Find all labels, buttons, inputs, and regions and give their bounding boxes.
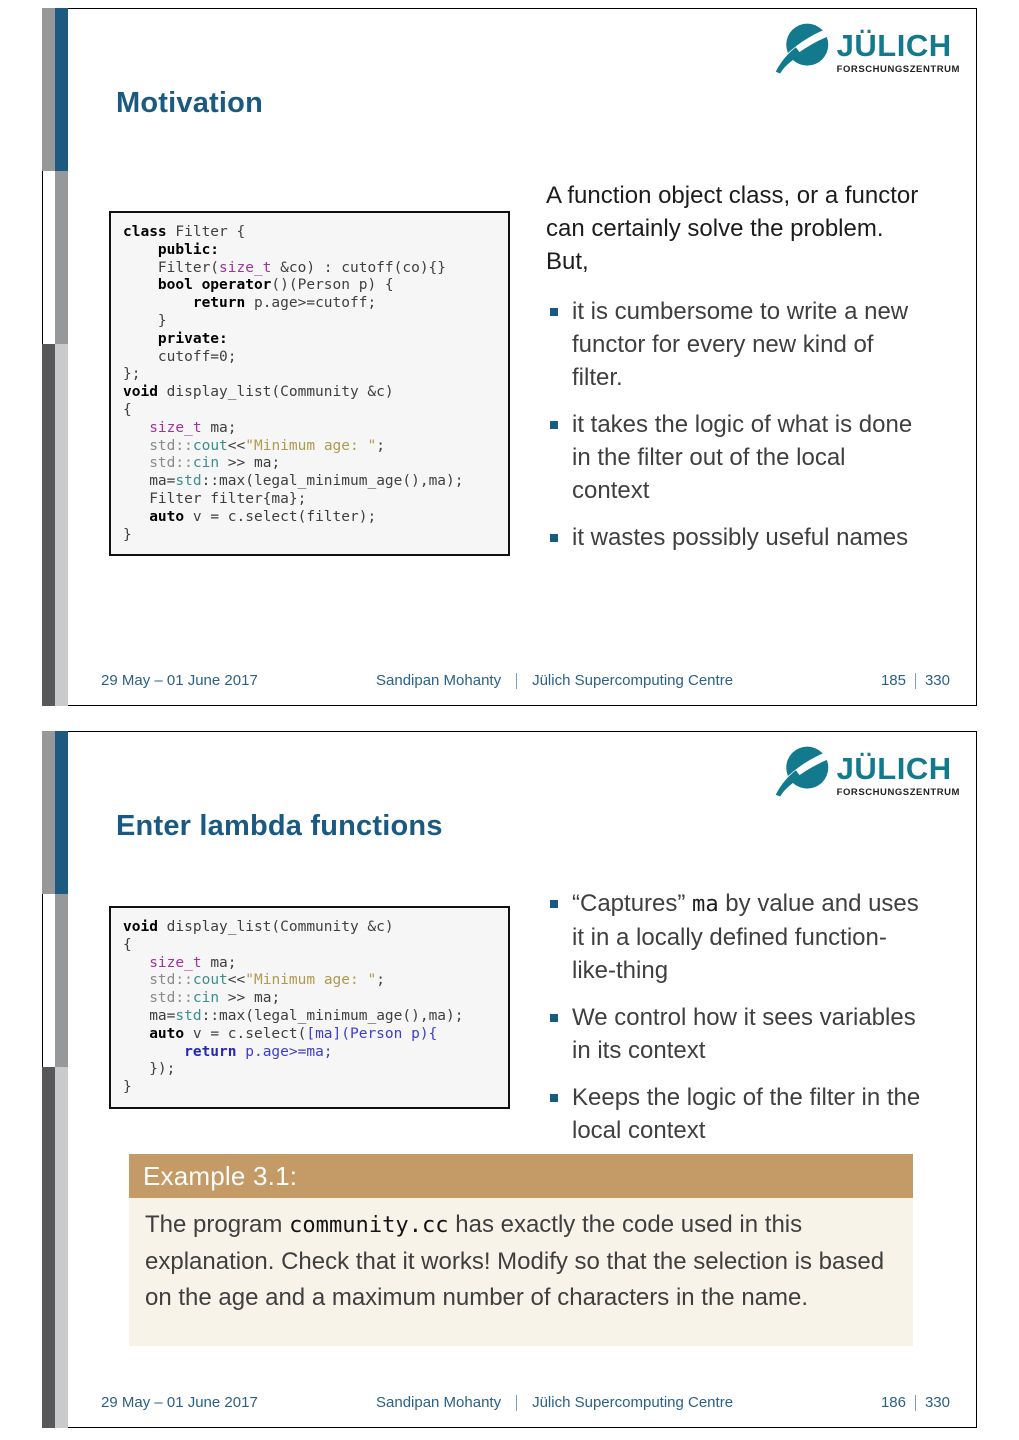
code-block-lambda [109,906,510,1109]
footer-author-institute [376,1394,733,1411]
code-block-functor [109,211,510,556]
bullet-square-icon [550,1094,558,1102]
separator [915,1395,916,1411]
slide-enter-lambda-functions [42,731,977,1428]
separator [516,1395,517,1411]
code-line: cutoff=0; [123,348,237,365]
code-line: class Filter { [123,224,246,240]
code-line: size_t ma; [149,419,237,436]
bullet-square-icon [550,900,558,908]
code-line: } [123,1079,132,1096]
footer-page-current: 185 [880,672,906,689]
example-block-body: The program community.cc has exactly the code used in this explanation. Check that it works! Modify so that the selection is based on the age and a maximum number of characters in the name. [129,1198,913,1346]
footer-institute: Jülich Supercomputing Centre [532,1394,734,1411]
code-line: Filter filter{ma}; [123,490,307,507]
bullet-item [546,887,928,987]
bullet-square-icon [550,1014,558,1022]
footer-author-institute [376,672,733,689]
bullet-list [546,295,928,554]
footer-date: 29 May – 01 June 2017 [101,672,258,689]
slide-body-text [546,179,928,568]
code-line: }); [123,1061,176,1078]
bullet-text: We control how it sees variables in its context [572,1004,916,1064]
bullet-text: “Captures” ma by value and uses it in a locally defined function-like-thing [572,890,919,984]
footer-page-numbers [881,672,950,689]
juelich-swoosh-icon [774,744,830,800]
code-line: Filter(size_t &co) : cutoff(co){} [123,259,447,276]
footer-page-current: 186 [880,1394,906,1411]
sidebar-segment-top [42,731,68,894]
bullet-square-icon [550,308,558,316]
juelich-logo-text [837,744,960,798]
code-line: std::cin >> ma; [149,990,281,1007]
bullet-list [546,887,928,1147]
footer-institute: Jülich Supercomputing Centre [532,672,734,689]
juelich-swoosh-icon [774,21,830,77]
example-block [129,1154,913,1346]
slide-body-text [546,887,928,1161]
code-line: void display_list(Community &c) [123,384,394,401]
bullet-square-icon [550,534,558,542]
code-line: { [123,936,132,953]
footer-author: Sandipan Mohanty [376,1394,502,1411]
sidebar-segment-top [42,8,68,171]
sidebar-segment-bottom [42,1067,68,1428]
separator [915,673,916,689]
bullet-text: it is cumbersome to write a new functor for every new kind of filter. [572,298,909,391]
code-line: auto v = c.select(filter); [149,508,377,525]
slide-title: Enter lambda functions [116,810,443,842]
code-line: std::cout<<"Minimum age: "; [149,972,385,989]
code-line: }; [123,366,141,383]
code-line: std::cin >> ma; [149,455,281,472]
bullet-item [546,1081,928,1147]
sidebar-segment-middle [42,894,68,1067]
juelich-logo [774,744,960,800]
juelich-logo [774,21,960,77]
footer-date: 29 May – 01 June 2017 [101,1394,258,1411]
code-line: { [123,401,132,418]
juelich-logo-title: JÜLICH [836,28,952,63]
code-line: auto v = c.select([ma](Person p){ [149,1025,438,1042]
code-line: private: [157,330,228,347]
juelich-logo-title: JÜLICH [836,751,952,786]
bullet-item [546,295,928,394]
code-line: void display_list(Community &c) [123,919,394,935]
slide-footer [43,672,976,692]
footer-page-total: 330 [924,1394,950,1411]
sidebar-decoration [42,8,68,706]
bullet-text: Keeps the logic of the filter in the local context [572,1084,921,1144]
footer-author: Sandipan Mohanty [376,672,502,689]
code-line: ma=std::max(legal_minimum_age(),ma); [123,1007,464,1024]
intro-paragraph: A function object class, or a functor can certainly solve the problem. But, [546,182,919,275]
juelich-logo-text [837,21,960,75]
sidebar-segment-bottom [42,344,68,706]
juelich-logo-subtitle: FORSCHUNGSZENTRUM [836,64,960,75]
bullet-item [546,408,928,507]
code-line: public: [157,241,220,258]
bullet-item [546,521,928,554]
sidebar-segment-middle [42,171,68,344]
juelich-logo-subtitle: FORSCHUNGSZENTRUM [836,787,960,798]
slide-footer [43,1394,976,1414]
code-line: } [123,526,132,543]
code-line: return p.age>=ma; [184,1043,333,1060]
footer-page-total: 330 [924,672,950,689]
code-line: bool operator()(Person p) { [157,277,394,294]
slide-title: Motivation [116,87,263,119]
slide-motivation [42,8,977,706]
code-line: } [123,312,167,329]
code-line: ma=std::max(legal_minimum_age(),ma); [123,473,464,490]
code-line: std::cout<<"Minimum age: "; [149,437,385,454]
sidebar-decoration [42,731,68,1428]
bullet-square-icon [550,421,558,429]
separator [516,673,517,689]
bullet-text: it wastes possibly useful names [572,524,909,551]
code-line: return p.age>=cutoff; [192,295,377,312]
example-block-title: Example 3.1: [129,1154,913,1198]
bullet-text: it takes the logic of what is done in the filter out of the local context [572,411,913,504]
bullet-item [546,1001,928,1067]
footer-page-numbers [881,1394,950,1411]
code-line: size_t ma; [149,954,237,971]
